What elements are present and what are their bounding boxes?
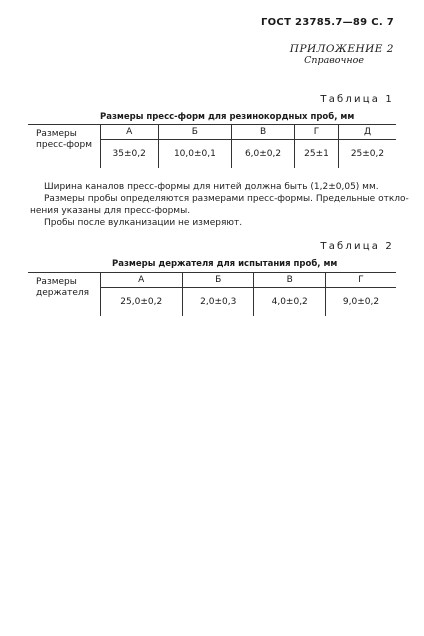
table-2-value-a: 25,0±0,2 bbox=[100, 288, 183, 317]
table-1 bbox=[28, 125, 396, 168]
table-2-col-b: Б bbox=[183, 273, 254, 288]
table-2-col-v: В bbox=[254, 273, 325, 288]
table-2-caption: Размеры держателя для испытания проб, мм bbox=[112, 259, 338, 269]
table-1-col-b: Б bbox=[158, 125, 231, 140]
note-probe-size: Размеры пробы определяются размерами пресс-формы. Предельные откло- bbox=[44, 194, 409, 204]
table-1-col-g: Г bbox=[295, 125, 339, 140]
table-2-row-header bbox=[28, 273, 100, 316]
table-2-row-header-line1: Размеры bbox=[36, 277, 77, 287]
table-1-value-d: 25±0,2 bbox=[338, 140, 396, 169]
table-1-col-v: В bbox=[231, 125, 294, 140]
appendix-subtitle: Справочное bbox=[304, 55, 364, 66]
table-1-col-d: Д bbox=[338, 125, 396, 140]
table-2 bbox=[28, 273, 396, 316]
table-1-row-header-line2: пресс-форм bbox=[36, 140, 92, 150]
note-probe-size-cont: нения указаны для пресс-формы. bbox=[30, 206, 191, 216]
table-1-label: Таблица 1 bbox=[320, 94, 394, 105]
note-channel-width: Ширина каналов пресс-формы для нитей должна быть (1,2±0,05) мм. bbox=[44, 182, 379, 192]
table-1-value-b: 10,0±0,1 bbox=[158, 140, 231, 169]
table-1-value-a: 35±0,2 bbox=[100, 140, 158, 169]
table-2-value-g: 9,0±0,2 bbox=[325, 288, 396, 317]
note-after-vulcanization: Пробы после вулканизации не измеряют. bbox=[44, 218, 243, 228]
table-1-row-header bbox=[28, 125, 100, 168]
table-2-value-v: 4,0±0,2 bbox=[254, 288, 325, 317]
table-2-col-g: Г bbox=[325, 273, 396, 288]
table-2-label: Таблица 2 bbox=[320, 241, 394, 252]
table-2-row-header-line2: держателя bbox=[36, 288, 90, 298]
table-1-caption: Размеры пресс-форм для резинокордных проб, мм bbox=[100, 112, 355, 122]
table-1-value-g: 25±1 bbox=[295, 140, 339, 169]
document-code: ГОСТ 23785.7—89 С. 7 bbox=[260, 17, 394, 28]
table-1-row-header-line1: Размеры bbox=[36, 129, 77, 139]
table-1-col-a: А bbox=[100, 125, 158, 140]
appendix-title: ПРИЛОЖЕНИЕ 2 bbox=[289, 43, 394, 55]
table-1-value-v: 6,0±0,2 bbox=[231, 140, 294, 169]
table-2-col-a: А bbox=[100, 273, 183, 288]
table-2-value-b: 2,0±0,3 bbox=[183, 288, 254, 317]
